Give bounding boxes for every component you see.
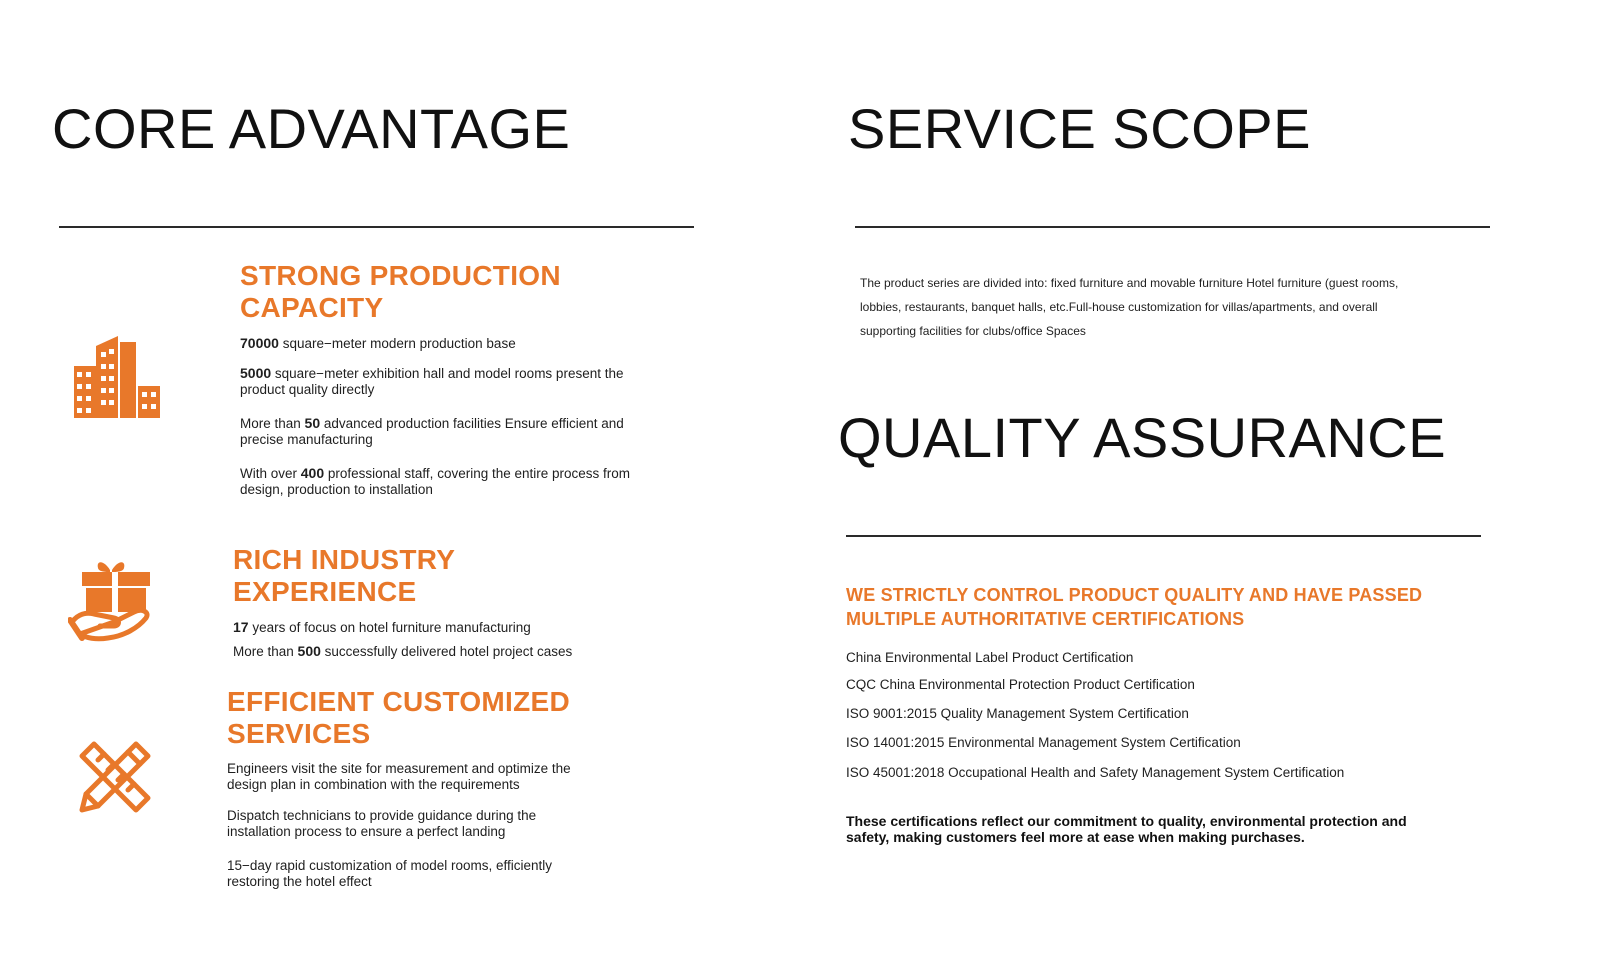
certification-item: ISO 9001:2015 Quality Management System Certification [846, 706, 1189, 721]
building-icon [72, 334, 162, 420]
core-advantage-title: CORE ADVANTAGE [52, 97, 571, 160]
core-divider [59, 226, 694, 228]
list-item: 17 years of focus on hotel furniture manufacturing [233, 619, 531, 635]
certification-item: China Environmental Label Product Certification [846, 650, 1134, 665]
quality-assurance-title: QUALITY ASSURANCE [838, 406, 1447, 469]
pencil-ruler-icon [76, 738, 154, 814]
list-item: More than 500 successfully delivered hotel project cases [233, 643, 573, 659]
list-item: Engineers visit the site for measurement and optimize the design plan in combination with the requirements [227, 761, 571, 792]
list-item: 5000 square−meter exhibition hall and model rooms present the product quality directly [240, 365, 624, 397]
production-capacity-heading: STRONG PRODUCTION CAPACITY [240, 260, 561, 323]
list-item: 70000 square−meter modern production base [240, 335, 516, 351]
list-item: With over 400 professional staff, covering the entire process from design, production to installation [240, 465, 631, 497]
scope-divider [855, 226, 1490, 228]
certification-item: CQC China Environmental Protection Product Certification [846, 677, 1195, 692]
quality-heading: WE STRICTLY CONTROL PRODUCT QUALITY AND HAVE PASSED MULTIPLE AUTHORITATIVE CERTIFICATIONS [846, 585, 1423, 629]
list-item: Dispatch technicians to provide guidance during the installation process to ensure a perfect landing [227, 808, 537, 839]
certification-item: ISO 45001:2018 Occupational Health and Safety Management System Certification [846, 765, 1345, 780]
scope-description: The product series are divided into: fixed furniture and movable furniture Hotel furniture (guest rooms, lobbies, restaurants, banquet halls, etc.Full-house customization for villas/apartments, and overall supporting facilities for clubs/office Spaces [860, 276, 1399, 338]
gift-hand-icon [68, 556, 154, 642]
industry-experience-heading: RICH INDUSTRY EXPERIENCE [233, 544, 456, 607]
customized-services-heading: EFFICIENT CUSTOMIZED SERVICES [227, 686, 571, 749]
certification-item: ISO 14001:2015 Environmental Management System Certification [846, 735, 1241, 750]
list-item: 15−day rapid customization of model rooms, efficiently restoring the hotel effect [227, 858, 553, 889]
certification-closing: These certifications reflect our commitment to quality, environmental protection and safety, making customers feel more at ease when making purchases. [846, 813, 1407, 845]
quality-divider [846, 535, 1481, 537]
service-scope-title: SERVICE SCOPE [848, 97, 1311, 160]
list-item: More than 50 advanced production facilities Ensure efficient and precise manufacturing [240, 415, 624, 447]
